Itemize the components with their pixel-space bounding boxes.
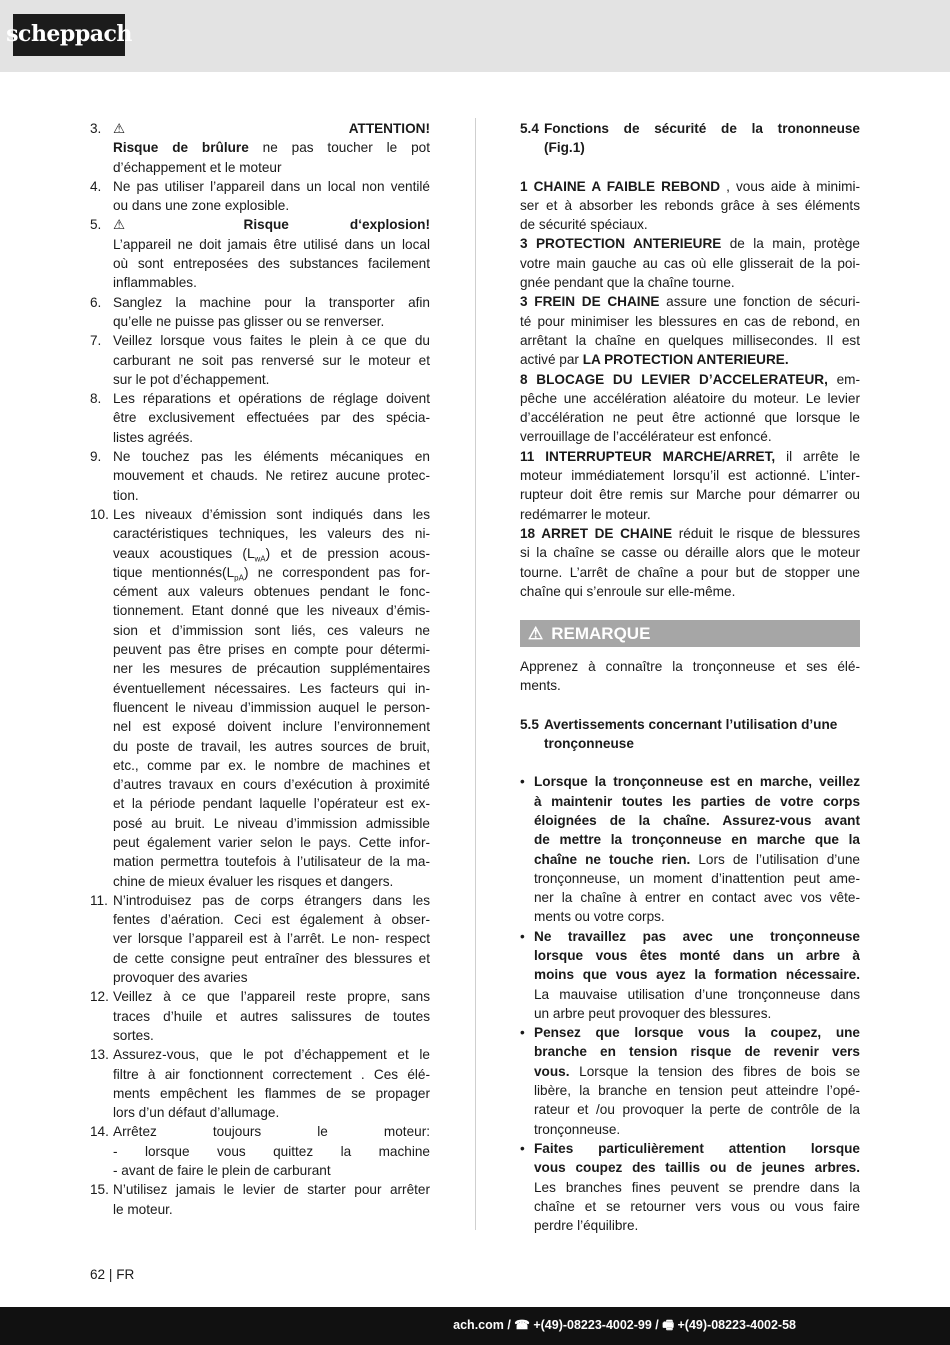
text-line: listes agréés. (113, 429, 194, 445)
text-line: La mauvaise utilisation d’une tronçonneuse dans (534, 986, 860, 1002)
section-number: 5.5 (520, 716, 539, 732)
text-line: et la période pendant laquelle l’opérateur est ex- (113, 796, 430, 812)
item-text (113, 293, 430, 332)
text-line: ments empêchent les flammes de se propager (113, 1085, 430, 1101)
text-line: N’introduisez pas de corps étrangers dans les (113, 892, 430, 908)
text-line: éventuellement nécessaires. Les facteurs qui in- (113, 680, 430, 696)
section-title: Avertissements concernant l’utilisation d’une (544, 716, 838, 732)
text-line: tourne. L’arrêt de chaîne a pour but de stopper une (520, 564, 860, 580)
text-line: mation permettra toutefois à l’utilisateur de la ma- (113, 854, 430, 870)
text-line: du poste de travail, les autres sources de bruit, (113, 738, 430, 754)
text-line: d’accélération ne peut être actionné que lorsque le (520, 410, 860, 426)
text-line: ⚠ ATTENTION! (113, 121, 430, 136)
text-line: filtre à air fonctionnent correctement . Ces élé- (113, 1066, 430, 1082)
text-line: moins que vous ayez la formation nécessaire. (534, 967, 860, 983)
text-line: vous. Lorsque la tension des fibres de bois se (534, 1063, 860, 1079)
text-line: à maintenir toutes les parties de votre corps (534, 793, 860, 809)
safety-functions-list (520, 177, 860, 602)
text-line: Apprenez à connaître la tronçonneuse et ses élé- (520, 659, 860, 675)
text-line: ments. (520, 678, 561, 694)
header-band (0, 0, 950, 72)
list-item (90, 119, 430, 177)
list-item (90, 331, 430, 389)
paragraph (520, 447, 860, 524)
text-line: etc., comme par ex. le nombre de machines et (113, 757, 430, 773)
item-text (113, 1122, 430, 1180)
paragraph (520, 524, 860, 601)
text-line: Ne travaillez pas avec une tronçonneuse (534, 928, 860, 944)
text-line: libère, la branche en tension peut atteindre l’opé- (534, 1083, 860, 1099)
text-line: Risque de brûlure ne pas toucher le pot (113, 140, 430, 156)
list-item (90, 1122, 430, 1180)
paragraph (520, 177, 860, 235)
text-line: arrêtant la chaîne en quelques millisecondes. Il est (520, 332, 860, 348)
text-line: ments ou votre corps. (534, 909, 665, 925)
section-5-5-heading (520, 715, 860, 754)
text-line: 3 FREIN DE CHAINE assure une fonction de sécuri- (520, 294, 861, 310)
item-number: 15. (90, 1182, 109, 1198)
text-line: un arbre peut provoquer des blessures. (534, 1005, 772, 1021)
bullet-text (534, 1023, 860, 1139)
paragraph (520, 292, 860, 369)
text-line: lorsque vous êtes monté dans un arbre à (534, 947, 860, 963)
text-line: rateur et /ou provoquer la perte de contrôle de la (534, 1102, 860, 1118)
section-title-fig: (Fig.1) (544, 140, 585, 156)
text-line: activé par LA PROTECTION ANTERIEURE. (520, 352, 789, 368)
text-line: peut également varier selon le pays. Cette infor- (113, 834, 430, 850)
text-line: 18 ARRET DE CHAINE réduit le risque de blessures (520, 525, 861, 541)
list-item (90, 177, 430, 216)
section-number: 5.4 (520, 121, 539, 136)
text-line: chaîne ne touche rien. Lors de l’utilisation d’une (534, 851, 860, 867)
text-line: ⚠ Risque d‘explosion! (113, 217, 430, 233)
text-line: Assurez-vous, que le pot d’échappement et le (113, 1047, 430, 1063)
text-line: Faites particulièrement attention lorsque (534, 1140, 860, 1156)
bullet-dot: • (520, 774, 525, 790)
text-line: pêche une accélération aléatoire du moteur. Le levier (520, 390, 860, 406)
item-number: 4. (90, 178, 102, 194)
text-line: d’échappement et le moteur (113, 159, 282, 175)
text-line: sur le pot d’échappement. (113, 371, 270, 387)
bullet-dot: • (520, 928, 525, 944)
remark-text (520, 657, 860, 696)
paragraph (520, 370, 860, 447)
text-line: redémarrer le moteur. (520, 506, 651, 522)
text-line: nel est exposé doivent inclure l’environnement (113, 719, 430, 735)
text-line: lors d’un défaut d’allumage. (113, 1105, 280, 1121)
item-text (113, 389, 430, 447)
item-number: 11. (90, 892, 108, 908)
text-line: qu’elle ne puisse pas glisser ou se renverser. (113, 313, 385, 329)
text-line: de sécurité spéciaux. (520, 217, 648, 233)
text-line: Les branches fines peuvent se prendre dans la (534, 1179, 860, 1195)
item-number: 3. (90, 121, 102, 136)
text-line: d’autres travaux en cours d’exécution à proximité (113, 777, 430, 793)
text-line: chaîne qui s’enroule sur elle-même. (520, 583, 736, 599)
page-number: 62 (90, 1267, 106, 1282)
bullet-text (534, 1139, 860, 1235)
item-text (113, 177, 430, 216)
text-line: - lorsque vous quittez la machine (113, 1143, 430, 1159)
text-line: ser et à absorber les rebonds grâce à ses éléments (520, 197, 860, 213)
text-line: tique $mentionnés(L_{pA})$ ne correspondent pas for- (113, 564, 431, 583)
bullet-text (534, 772, 860, 926)
bullet-item (520, 1139, 860, 1235)
list-item (90, 293, 430, 332)
item-number: 8. (90, 391, 102, 407)
item-text (113, 447, 430, 505)
list-item (90, 987, 430, 1045)
text-line: - avant de faire le plein de carburant (113, 1163, 331, 1179)
text-line: Ne touchez pas les éléments mécaniques en (113, 449, 430, 465)
text-line: Les niveaux d’émission sont indiqués dans les (113, 506, 430, 522)
item-text (113, 1045, 430, 1122)
text-line: inflammables. (113, 275, 197, 291)
text-line: fluencent le niveau d’immission auquel le person- (113, 699, 430, 715)
text-line: ver lorsque l’appareil est à l’arrêt. Le non- respect (113, 931, 430, 947)
text-line: branche en tension risque de revenir vers (534, 1044, 860, 1060)
text-line: ou dans une zone explosible. (113, 198, 290, 214)
item-text (113, 331, 430, 389)
text-line: veaux acoustiques $(L_{wA})$ et de pression acous- (113, 545, 430, 564)
item-text (113, 119, 430, 177)
bullet-text (534, 927, 860, 1023)
list-item (90, 1180, 430, 1219)
text-line: ner la chaîne à entrer en contact avec vos vête- (534, 890, 860, 906)
text-line: 3 PROTECTION ANTERIEURE de la main, protège (520, 236, 860, 252)
text-line: tionnement. Etant donné que les niveaux d’émis- (113, 603, 430, 619)
bullet-dot: • (520, 1140, 525, 1156)
text-line: de cette consigne peut entraîner des blessures et (113, 950, 430, 966)
text-line: L’appareil ne doit jamais être utilisé dans un local (113, 236, 430, 252)
list-item (90, 215, 430, 292)
text-line: chine de mieux évaluer les risques et dangers. (113, 873, 394, 889)
list-item (90, 1045, 430, 1122)
language-code: FR (116, 1267, 135, 1282)
text-line: Sanglez la machine pour la transporter afin (113, 294, 430, 310)
text-line: tion. (113, 487, 139, 503)
text-line: 1 CHAINE A FAIBLE REBOND , vous aide à minimi- (520, 178, 860, 194)
item-text (113, 891, 430, 987)
text-line: chaîne et se retourner vers vous ou vous faire (534, 1198, 860, 1214)
text-line: provoquer des avaries (113, 970, 248, 986)
list-item (90, 447, 430, 505)
text-line: peuvent pas être prises en compte pour détermi- (113, 642, 430, 658)
right-column (520, 119, 860, 1235)
item-text (113, 1180, 430, 1219)
text-line: fentes d’aération. Ceci est également à obser- (113, 912, 430, 928)
text-line: Pensez que lorsque vous la coupez, une (534, 1025, 860, 1041)
bullet-item (520, 927, 860, 1023)
warning-icon: ⚠ (528, 623, 544, 643)
item-number: 7. (90, 333, 102, 349)
text-line: 8 BLOCAGE DU LEVIER D’ACCELERATEUR, em- (520, 371, 861, 387)
text-line: N’utilisez jamais le levier de starter pour arrêter (113, 1182, 430, 1198)
item-number: 13. (90, 1047, 109, 1063)
text-line: Veillez lorsque vous faites le plein à ce que du (113, 333, 430, 349)
text-line: Veillez à ce que l’appareil reste propre, sans (113, 989, 430, 1005)
bullet-item (520, 772, 860, 926)
text-line: traces d’huile et autres salissures de toutes (113, 1008, 430, 1024)
text-line: té pour minimiser les blessures en cas de rebond, en (520, 313, 860, 329)
text-line: rupteur doit être remis sur Marche pour démarrer ou (520, 487, 860, 503)
text-line: carburant ne soit pas renversé sur le moteur et (113, 352, 430, 368)
list-item (90, 389, 430, 447)
item-number: 14. (90, 1124, 109, 1140)
remark-banner (520, 620, 860, 647)
text-line: Lorsque la tronçonneuse est en marche, veillez (534, 774, 860, 790)
page-footer: 62 | FR (90, 1267, 135, 1282)
scheppach-logo: scheppach (13, 14, 125, 56)
section-5-4-heading (520, 119, 860, 158)
left-column (90, 119, 430, 1219)
text-line: votre main gauche au cas où elle glisserait de la poi- (520, 255, 860, 271)
text-line: moteur immédiatement lorsqu’il est actionné. L’inter- (520, 468, 860, 484)
text-line: être exclusivement effectuées par des spécia- (113, 410, 430, 426)
text-line: le moteur. (113, 1201, 173, 1217)
text-line: Ne pas utiliser l’appareil dans un local non ventilé (113, 178, 430, 194)
bullet-item (520, 1023, 860, 1139)
item-number: 5. (90, 217, 102, 233)
text-line: verrouillage de l’accélérateur est enfoncé. (520, 429, 772, 445)
item-text (113, 987, 430, 1045)
item-text (113, 215, 430, 292)
text-line: vous coupez des taillis ou de jeunes arbres. (534, 1160, 860, 1176)
text-line: sortes. (113, 1027, 154, 1043)
text-line: tronçonneuse. (534, 1121, 621, 1137)
text-line: Arrêtez toujours le moteur: (113, 1124, 430, 1140)
section-title: Fonctions de sécurité de la trononneuse (544, 121, 860, 136)
text-line: si la chaîne se casse ou déraille alors que le moteur (520, 545, 860, 561)
item-text (113, 505, 430, 891)
contact-info: ach.com / ☎ +(49)-08223-4002-99 / 🖷 +(49)-08223-4002-58 (453, 1318, 796, 1332)
text-line: caractéristiques techniques, les valeurs des ni- (113, 526, 430, 542)
text-line: ner les mesures de précaution supplémentaires (113, 661, 430, 677)
item-number: 12. (90, 989, 109, 1005)
text-line: perdre l’équilibre. (534, 1218, 639, 1234)
text-line: tronçonneuse, un moment d’inattention peut ame- (534, 870, 860, 886)
list-item (90, 891, 430, 987)
column-divider (475, 118, 476, 1230)
text-line: Les réparations et opérations de réglage doivent (113, 391, 430, 407)
text-line: sion et d’immission sont liés, ces valeurs ne (113, 622, 430, 638)
remark-title: REMARQUE (551, 623, 651, 643)
text-line: 11 INTERRUPTEUR MARCHE/ARRET, il arrête le (520, 448, 861, 464)
text-line: où sont entreposées des substances facilement (113, 256, 430, 272)
text-line: de mettre la tronçonneuse en marche que la (534, 832, 860, 848)
text-line: mouvement et chauds. Ne retirez aucune protec- (113, 468, 430, 484)
text-line: posé au bruit. Le niveau d’immission admissible (113, 815, 430, 831)
item-number: 9. (90, 449, 102, 465)
item-number: 10. (90, 506, 109, 522)
text-line: cément aux valeurs obtenues pendant le fonc- (113, 584, 430, 600)
section-title-cont: tronçonneuse (544, 736, 634, 752)
list-item (90, 505, 430, 891)
text-line: gnée pendant que la chaîne tourne. (520, 275, 735, 291)
bullet-dot: • (520, 1025, 525, 1041)
item-number: 6. (90, 294, 102, 310)
text-line: éloignées de la chaîne. Assurez-vous avant (534, 812, 860, 828)
paragraph (520, 234, 860, 292)
warnings-list (520, 772, 860, 1235)
